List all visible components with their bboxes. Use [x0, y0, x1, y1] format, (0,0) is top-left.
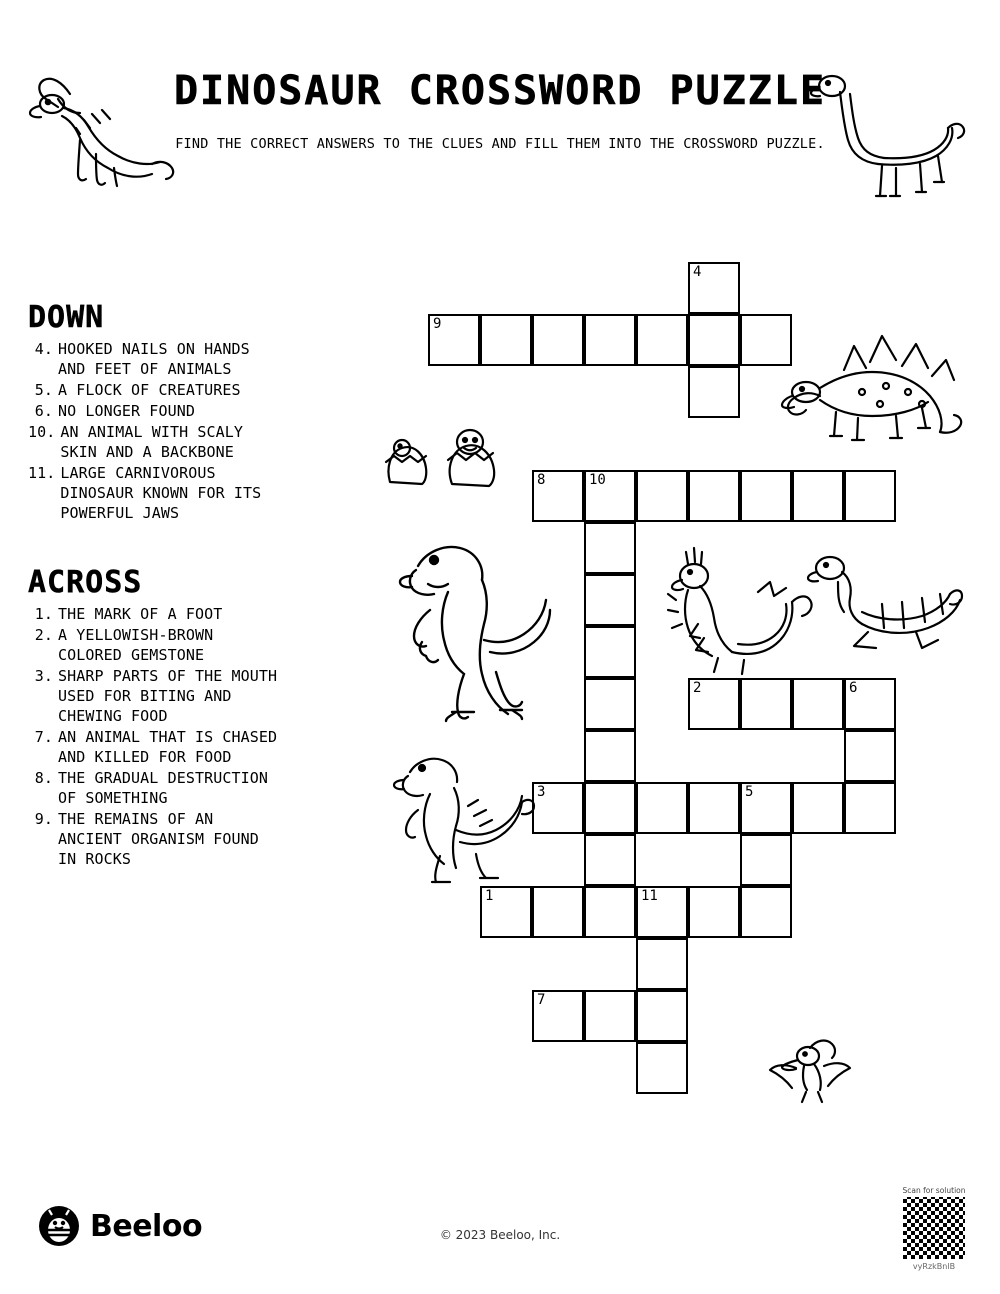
across-clue	[28, 809, 278, 869]
crossword-cell[interactable]	[740, 834, 792, 886]
qr-caption: Scan for solution	[902, 1186, 966, 1195]
down-clue-number: 6.	[34, 402, 53, 420]
crossword-cell[interactable]	[740, 782, 792, 834]
qr-id: vyRzkBnlB	[912, 1262, 956, 1271]
crossword-cell[interactable]	[532, 886, 584, 938]
crossword-cell[interactable]	[636, 886, 688, 938]
crossword-cell[interactable]	[688, 366, 740, 418]
page-header	[0, 40, 1000, 220]
crossword-cell[interactable]	[740, 470, 792, 522]
cell-number: 11	[641, 888, 658, 904]
across-clue	[28, 666, 278, 726]
page-title: DINOSAUR CROSSWORD PUZZLE	[173, 68, 827, 114]
crossword-cell[interactable]	[688, 314, 740, 366]
crossword-cell[interactable]	[792, 470, 844, 522]
cell-number: 7	[537, 992, 546, 1008]
cell-number: 3	[537, 784, 546, 800]
page-subtitle: FIND THE CORRECT ANSWERS TO THE CLUES AND FILL THEM INTO THE CROSSWORD PUZZLE.	[175, 136, 825, 152]
crossword-cell[interactable]	[688, 678, 740, 730]
across-clue-list	[28, 604, 278, 869]
crossword-cell[interactable]	[636, 938, 688, 990]
down-clue	[28, 380, 278, 400]
crossword-cell[interactable]	[688, 470, 740, 522]
down-clue	[28, 422, 278, 462]
crossword-cell[interactable]	[740, 886, 792, 938]
across-clue-text: THE REMAINS OF AN ANCIENT ORGANISM FOUND IN ROCKS	[58, 810, 259, 868]
plesiosaur-illustration	[798, 540, 968, 670]
down-clue-number: 4.	[34, 340, 53, 358]
across-clue-text: A YELLOWISH-BROWN COLORED GEMSTONE	[58, 626, 214, 664]
crossword-cell[interactable]	[584, 470, 636, 522]
cell-number: 4	[693, 264, 702, 280]
crossword-cell[interactable]	[844, 782, 896, 834]
crossword-cell[interactable]	[688, 886, 740, 938]
across-clue-text: AN ANIMAL THAT IS CHASED AND KILLED FOR FOOD	[58, 728, 278, 766]
down-heading: DOWN	[28, 300, 105, 335]
crossword-cell[interactable]	[584, 730, 636, 782]
across-clue-text: THE GRADUAL DESTRUCTION OF SOMETHING	[58, 769, 269, 807]
crossword-cell[interactable]	[584, 678, 636, 730]
crossword-cell[interactable]	[636, 1042, 688, 1094]
crossword-cell[interactable]	[584, 990, 636, 1042]
cell-number: 9	[433, 316, 442, 332]
cell-number: 6	[849, 680, 858, 696]
across-clue-text: THE MARK OF A FOOT	[58, 605, 223, 623]
brand-name: Beeloo	[90, 1208, 203, 1244]
across-clue-number: 9.	[34, 810, 53, 828]
across-clue-number: 1.	[34, 605, 53, 623]
down-clue	[28, 463, 278, 523]
hatchling-eggs-illustration	[376, 400, 526, 490]
parasaurolophus-illustration	[18, 58, 178, 198]
feathered-dinosaur-illustration	[648, 540, 818, 680]
crossword-cell[interactable]	[792, 782, 844, 834]
crossword-cell[interactable]	[636, 470, 688, 522]
crossword-cell[interactable]	[480, 314, 532, 366]
cell-number: 8	[537, 472, 546, 488]
spotted-dinosaur-illustration	[376, 748, 536, 888]
cell-number: 10	[589, 472, 606, 488]
down-clue-number: 11.	[28, 464, 56, 482]
across-heading: ACROSS	[28, 565, 143, 600]
cell-number: 2	[693, 680, 702, 696]
pterodactyl-illustration	[766, 1026, 856, 1106]
down-clue-text: NO LONGER FOUND	[58, 402, 195, 420]
down-clue-text: AN ANIMAL WITH SCALY SKIN AND A BACKBONE	[60, 423, 244, 461]
across-clue	[28, 768, 278, 808]
across-clue-text: SHARP PARTS OF THE MOUTH USED FOR BITING AND CHEWING FOOD	[58, 667, 278, 725]
crossword-cell[interactable]	[584, 314, 636, 366]
crossword-cell[interactable]	[844, 678, 896, 730]
across-clue-number: 7.	[34, 728, 53, 746]
copyright-text: © 2023 Beeloo, Inc.	[439, 1228, 561, 1242]
crossword-cell[interactable]	[532, 314, 584, 366]
stegosaurus-illustration	[762, 300, 972, 450]
crossword-cell[interactable]	[740, 678, 792, 730]
crossword-cell[interactable]	[844, 730, 896, 782]
crossword-cell[interactable]	[480, 886, 532, 938]
crossword-cell[interactable]	[584, 626, 636, 678]
cell-number: 5	[745, 784, 754, 800]
crossword-cell[interactable]	[532, 782, 584, 834]
clues-panel	[28, 300, 278, 870]
crossword-cell[interactable]	[584, 886, 636, 938]
down-clue-number: 5.	[34, 381, 53, 399]
qr-code[interactable]	[903, 1197, 965, 1259]
crossword-cell[interactable]	[584, 522, 636, 574]
down-clue	[28, 401, 278, 421]
tyrannosaurus-illustration	[372, 522, 572, 732]
crossword-cell[interactable]	[584, 834, 636, 886]
crossword-cell[interactable]	[844, 470, 896, 522]
down-clue	[28, 339, 278, 379]
across-clue	[28, 625, 278, 665]
crossword-cell[interactable]	[532, 990, 584, 1042]
across-clue	[28, 727, 278, 767]
crossword-cell[interactable]	[584, 574, 636, 626]
brachiosaurus-illustration	[800, 58, 970, 218]
down-clue-text: HOOKED NAILS ON HANDS AND FEET OF ANIMALS	[58, 340, 250, 378]
qr-block[interactable]	[894, 1186, 974, 1271]
crossword-cell[interactable]	[428, 314, 480, 366]
crossword-cell[interactable]	[532, 470, 584, 522]
cell-number: 1	[485, 888, 494, 904]
across-clue-number: 2.	[34, 626, 53, 644]
crossword-cell[interactable]	[636, 990, 688, 1042]
crossword-cell[interactable]	[636, 314, 688, 366]
down-clue-text: A FLOCK OF CREATURES	[58, 381, 241, 399]
down-clue-number: 10.	[28, 423, 56, 441]
across-clue	[28, 604, 278, 624]
crossword-cell[interactable]	[688, 262, 740, 314]
crossword-cell[interactable]	[584, 782, 636, 834]
crossword-cell[interactable]	[792, 678, 844, 730]
across-clue-number: 8.	[34, 769, 53, 787]
crossword-cell[interactable]	[688, 782, 740, 834]
crossword-cell[interactable]	[636, 782, 688, 834]
down-clue-list	[28, 339, 278, 523]
down-clue-text: LARGE CARNIVOROUS DINOSAUR KNOWN FOR ITS POWERFUL JAWS	[60, 464, 262, 522]
across-clue-number: 3.	[34, 667, 53, 685]
